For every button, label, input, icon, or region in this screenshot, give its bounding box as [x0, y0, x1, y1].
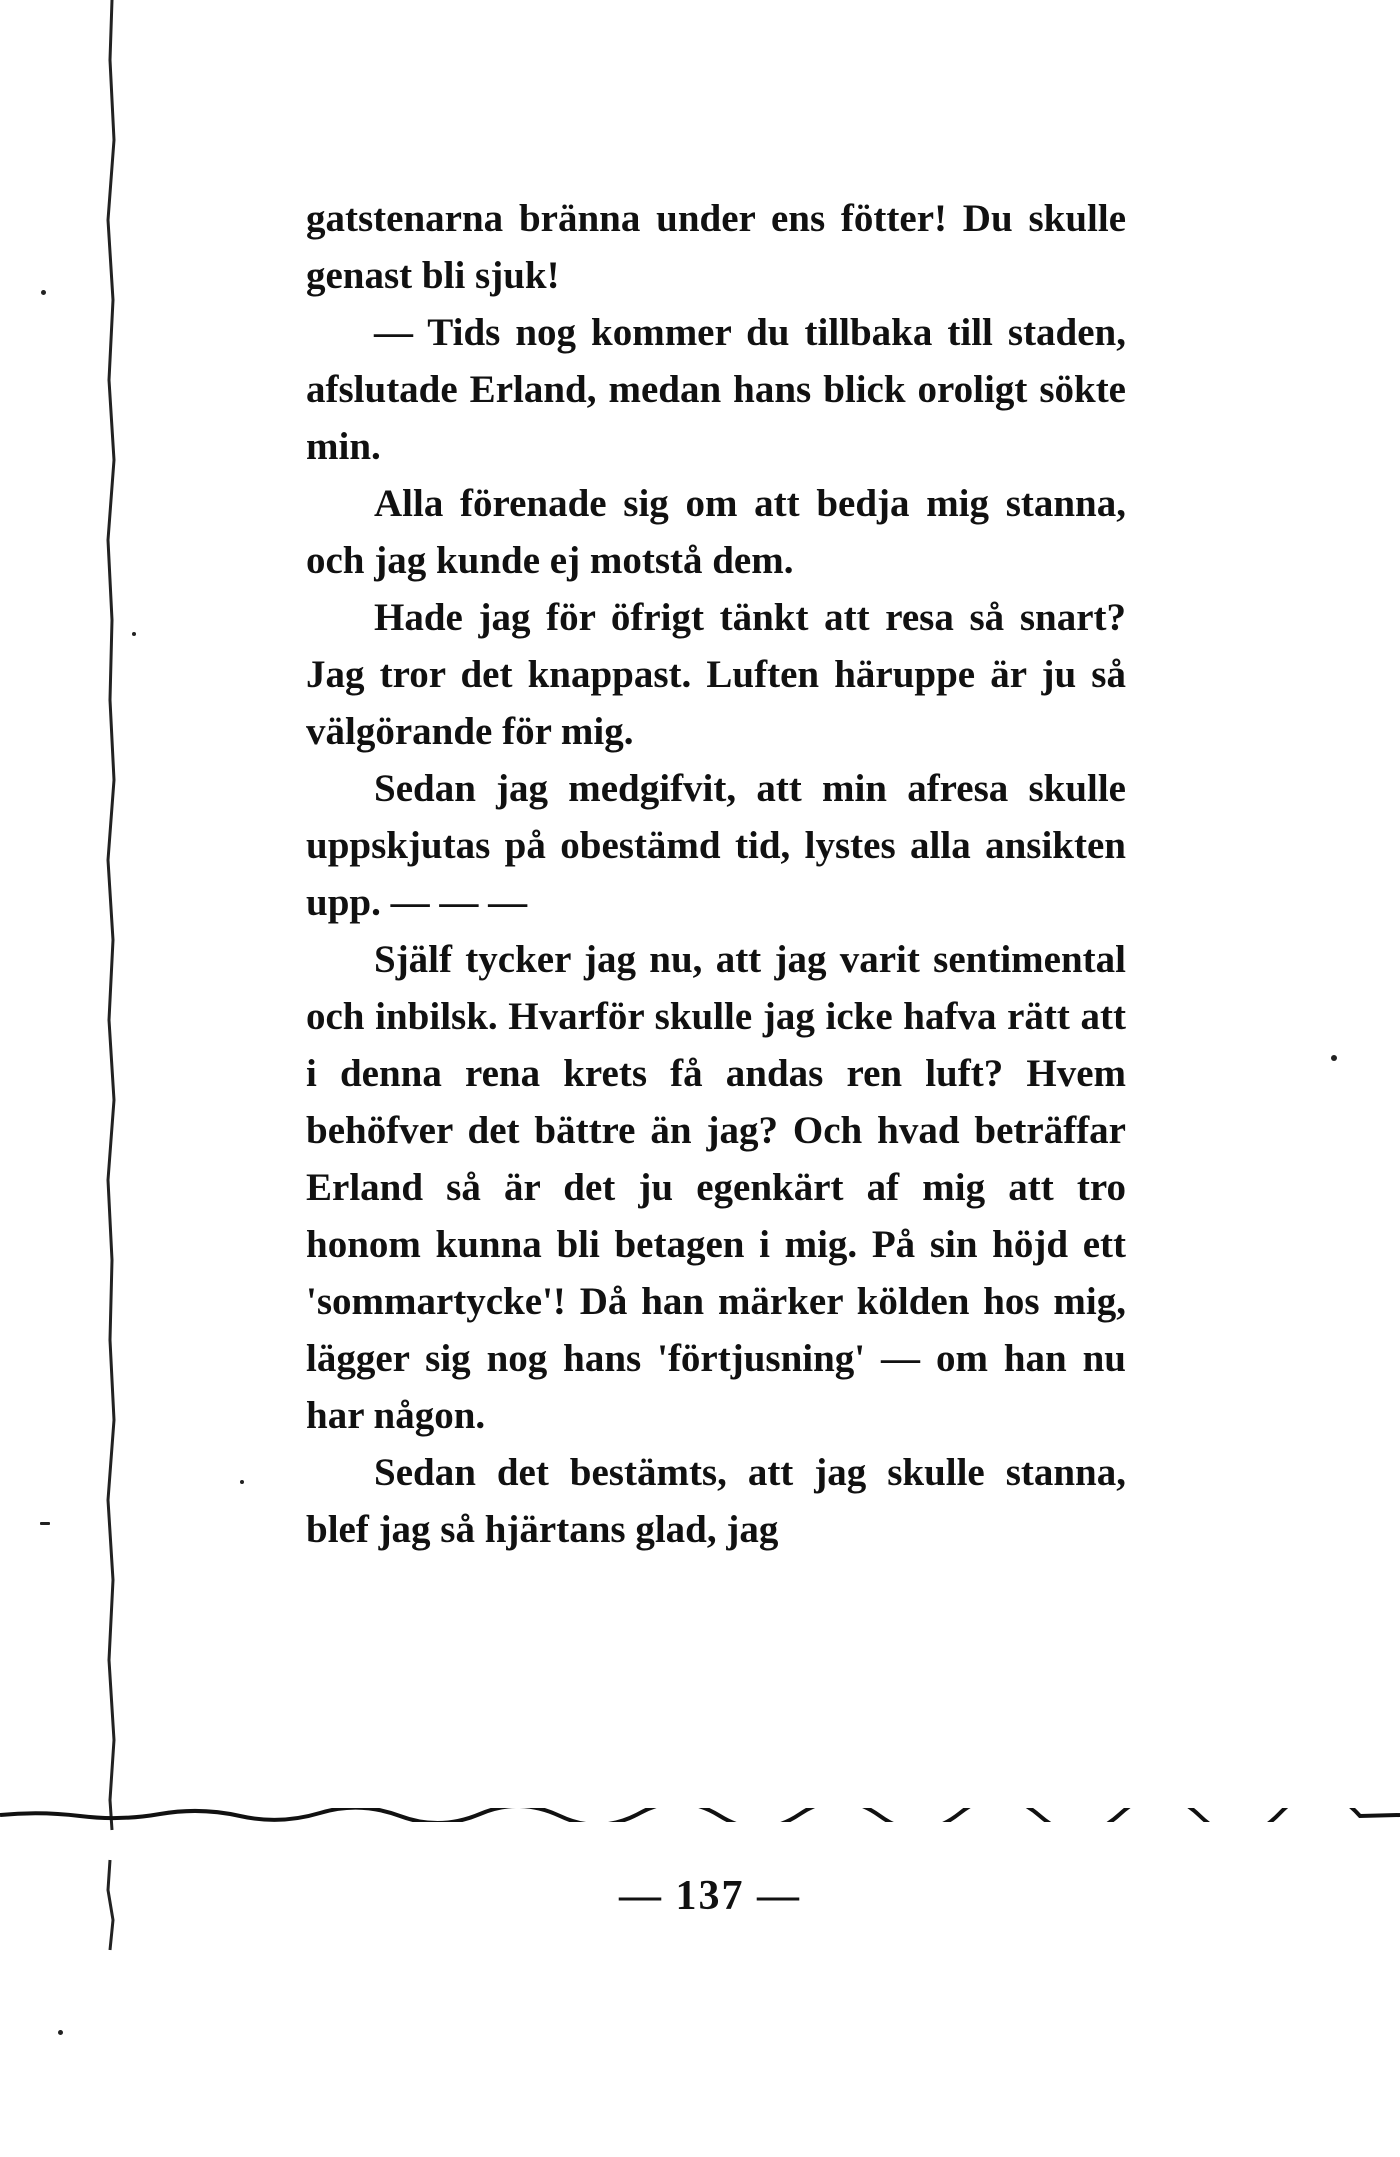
paragraph: Sedan det bestämts, att jag skulle stanna, blef jag så hjärtans glad, jag — [306, 1451, 1126, 1551]
paragraph: Själf tycker jag nu, att jag varit sentimental och inbilsk. Hvarför skulle jag icke hafva rätt att i denna rena krets få andas ren luft? Hvem behöfver det bättre än jag? Och hvad beträffar Erland så är det ju egenkärt af mig att tro honom kunna bli betagen i mig. På sin höjd ett 'sommartycke'! Då han märker kölden hos mig, lägger sig nog hans 'förtjusning' — om han nu har någon. — [306, 938, 1126, 1437]
speck — [40, 1522, 50, 1525]
page-number: — 137 — — [619, 1873, 801, 1919]
speck — [240, 1480, 244, 1484]
paragraph: — Tids nog kommer du tillbaka till staden, afslutade Erland, medan hans blick oroligt sökte min. — [306, 311, 1126, 468]
paragraph: Sedan jag medgifvit, att min afresa skulle uppskjutas på obestämd tid, lystes alla ansikten upp. — — — — [306, 767, 1126, 924]
footer-rule-line — [0, 1808, 1400, 1822]
binding-edge — [0, 0, 130, 2157]
body-text — [306, 190, 1126, 1558]
speck — [1331, 1055, 1337, 1061]
speck — [132, 632, 136, 636]
paragraph: gatstenarna bränna under ens fötter! Du skulle genast bli sjuk! — [306, 197, 1126, 297]
speck — [41, 290, 46, 295]
binding-edge-line — [0, 0, 130, 2157]
paragraph: Alla förenade sig om att bedja mig stanna, och jag kunde ej motstå dem. — [306, 482, 1126, 582]
speck — [58, 2030, 63, 2035]
footer-rule — [0, 1808, 1400, 1822]
paragraph: Hade jag för öfrigt tänkt att resa så snart? Jag tror det knappast. Luften häruppe är ju så välgörande för mig. — [306, 596, 1126, 753]
